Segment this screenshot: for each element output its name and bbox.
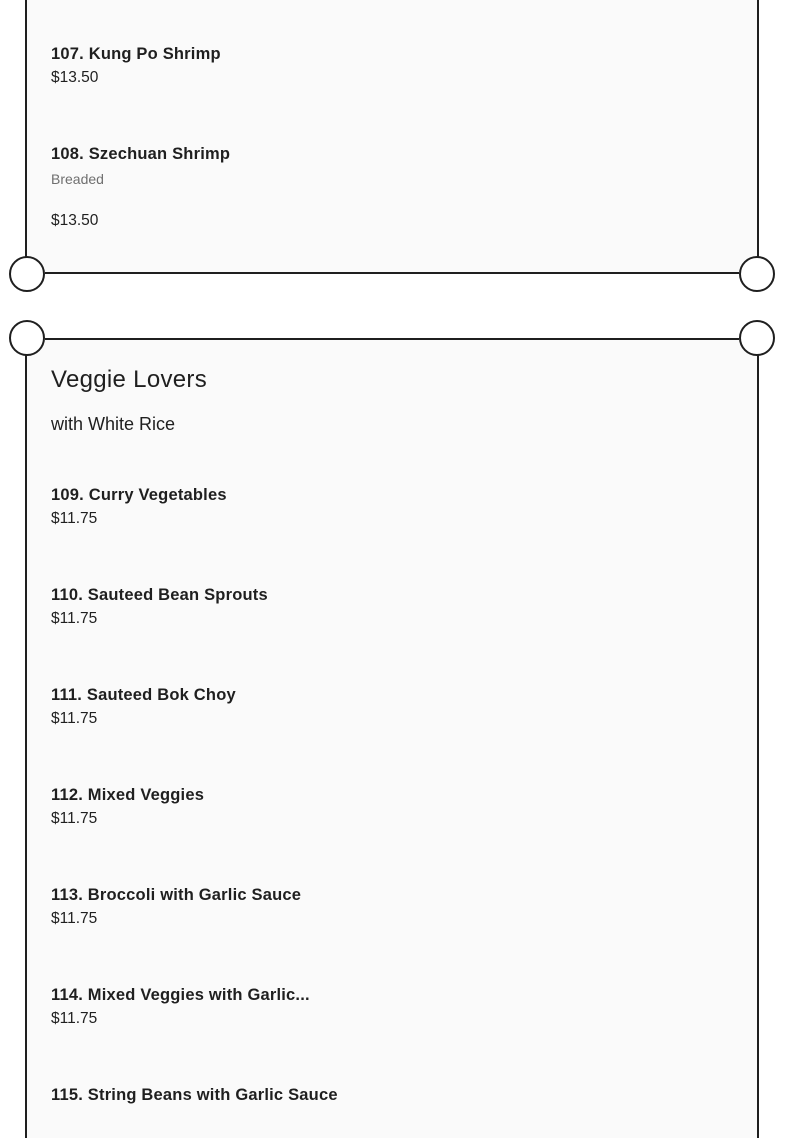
- menu-item-price: $13.50: [51, 69, 99, 86]
- menu-item-price: $11.75: [51, 1010, 98, 1027]
- menu-item-109[interactable]: [51, 486, 227, 528]
- section-title: Veggie Lovers: [51, 366, 208, 393]
- menu-item-name: 113. Broccoli with Garlic Sauce: [51, 886, 302, 904]
- menu-item-price: $11.75: [51, 510, 98, 527]
- menu-item-name: 108. Szechuan Shrimp: [51, 145, 231, 163]
- card-corner-notch: [9, 256, 45, 292]
- menu-item-name: 115. String Beans with Garlic Sauce: [51, 1086, 338, 1104]
- menu-item-price: $11.75: [51, 610, 98, 627]
- menu-item-description: Breaded: [51, 171, 104, 187]
- menu-item-name: 109. Curry Vegetables: [51, 486, 227, 504]
- menu-item-108[interactable]: [51, 145, 230, 230]
- section-subtitle: with White Rice: [51, 414, 176, 434]
- menu-item-112[interactable]: [51, 786, 204, 828]
- menu-item-name: 111. Sauteed Bok Choy: [51, 686, 236, 704]
- menu-item-107[interactable]: [51, 45, 221, 87]
- card-corner-notch: [739, 320, 775, 356]
- menu-item-price: $13.50: [51, 212, 99, 229]
- card-border-bottom: [45, 272, 739, 274]
- menu-item-111[interactable]: [51, 686, 236, 728]
- menu-item-113[interactable]: [51, 886, 301, 928]
- menu-item-name: 107. Kung Po Shrimp: [51, 45, 221, 63]
- menu-item-name: 114. Mixed Veggies with Garlic...: [51, 986, 310, 1004]
- menu-item-price: $11.75: [51, 710, 98, 727]
- menu-section-veggie-lovers: [25, 338, 759, 1138]
- menu-item-price: $11.75: [51, 910, 98, 927]
- card-corner-notch: [739, 256, 775, 292]
- menu-item-name: 110. Sauteed Bean Sprouts: [51, 586, 268, 604]
- menu-item-110[interactable]: [51, 586, 268, 628]
- menu-item-115[interactable]: [51, 1086, 338, 1105]
- menu-item-name: 112. Mixed Veggies: [51, 786, 205, 804]
- menu-item-114[interactable]: [51, 986, 310, 1028]
- menu-item-price: $11.75: [51, 810, 98, 827]
- card-corner-notch: [9, 320, 45, 356]
- card-border-top: [45, 338, 739, 340]
- menu-section-shrimp: [25, 0, 759, 274]
